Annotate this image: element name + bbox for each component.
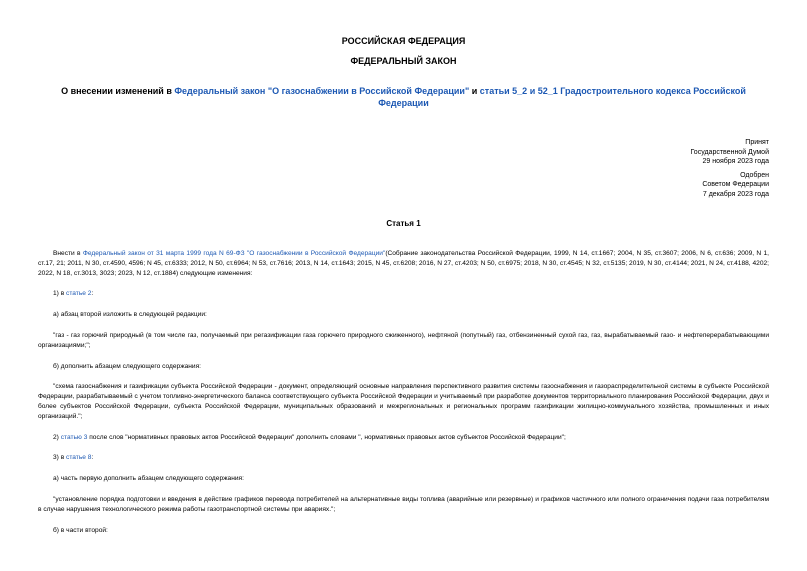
title-prefix: О внесении изменений в [61,86,175,96]
approved-body: Советом Федерации [702,181,769,189]
text: после слов "нормативных правовых актов Российской Федерации" дополнить словами ", нормативных правовых актов субъектов Российской Федерации"; [87,433,566,441]
text: 1) в [53,290,67,298]
paragraph: б) дополнить абзацем следующего содержания: [53,362,202,370]
law-type-heading: ФЕДЕРАЛЬНЫЙ ЗАКОН [350,56,457,66]
link-article-8[interactable]: статье 8 [66,454,92,462]
article-body [38,249,769,546]
title-mid: и [469,86,480,96]
title-link-gas-law[interactable]: Федеральный закон "О газоснабжении в Российской Федерации" [174,86,470,96]
paragraph: "схема газоснабжения и газификации субъекта Российской Федерации - документ, определяющий основные направления перспективного развития системы газоснабжения и газораспределительной системы в субъекте Российской Федерации, разрабатываемый с учетом топливно-энергетического баланса соответствующего субъекта Российской Федерации и учитываемый при разработке документов территориального планирования Российской Федерации, двух и более субъектов Российской Федерации, субъекта Российской Федерации, муниципальных образований и межрегиональных и региональных программ газификации жилищно-коммунального хозяйства, промышленных и иных организаций."; [38,383,769,420]
adoption-info [569,138,769,200]
text: : [91,290,94,298]
adopted-date: 29 ноября 2023 года [702,158,769,166]
link-article-3[interactable]: статью 3 [60,433,88,441]
article-heading: Статья 1 [386,219,421,228]
paragraph [38,249,769,278]
paragraph: "установление порядка подготовки и введения в действие графиков перевода потребителей на альтернативные виды топлива (аварийные или резервные) и графиков частичного или полного ограничения подачи газа потребителям в случае нарушения технологического режима работы газотранспортной системы при авариях."; [38,495,769,513]
paragraph [38,289,769,299]
paragraph: "газ - газ горючий природный (в том числе газ, получаемый при регазификации газа горючего природного сжиженного), нефтяной (попутный) газ, отбензиненный сухой газ, газ, вырабатываемый газо- и нефтеперерабатывающими организациями;"; [38,331,769,349]
text: (Собрание законодательства Российской Федерации, 1999, N 14, ст.1667; 2004, N 35, ст.3607; 2006, N 6, ст.636; 2009, N 1, ст.17, 21; 2011, N 30, ст.4590, 4596; N 45, ст.6333; 2012, N 50, ст.6964; N 53, ст.7616; 2013, N 14, ст.1643; 2015, N 45, ст.6208; 2016, N 27, ст.4203; N 50, ст.6975; 2018, N 30, ст.4545; N 32, ст.5135; 2019, N 30, ст.4144; 2021, N 24, ст.4188, 4202; 2022, N 18, ст.3013, 3023; 2023, N 12, ст.1884) следующие изменения: [38,250,770,277]
federation-heading: РОССИЙСКАЯ ФЕДЕРАЦИЯ [341,36,466,46]
link-gas-law-1999[interactable]: Федеральный закон от 31 марта 1999 года N 69-ФЗ "О газоснабжении в Российской Федерации" [82,250,386,257]
text: 3) в [53,454,67,462]
text: : [91,454,94,462]
paragraph: б) в части второй: [53,526,108,534]
paragraph: а) абзац второй изложить в следующей редакции: [53,311,207,319]
approved-label: Одобрен [740,171,769,179]
adopted-label: Принят [745,139,769,146]
title-link-urban-code[interactable]: статьи 5_2 и 52_1 Градостроительного кодекса Российской Федерации [378,86,746,108]
link-article-2[interactable]: статье 2 [66,290,92,298]
adopted-body: Государственной Думой [690,148,769,156]
paragraph [38,453,769,463]
approved-date: 7 декабря 2023 года [702,190,769,198]
paragraph: а) часть первую дополнить абзацем следующего содержания: [53,475,244,483]
paragraph [38,433,769,443]
text: Внести в [53,250,83,257]
text: 2) [53,433,61,441]
law-title [56,85,751,109]
